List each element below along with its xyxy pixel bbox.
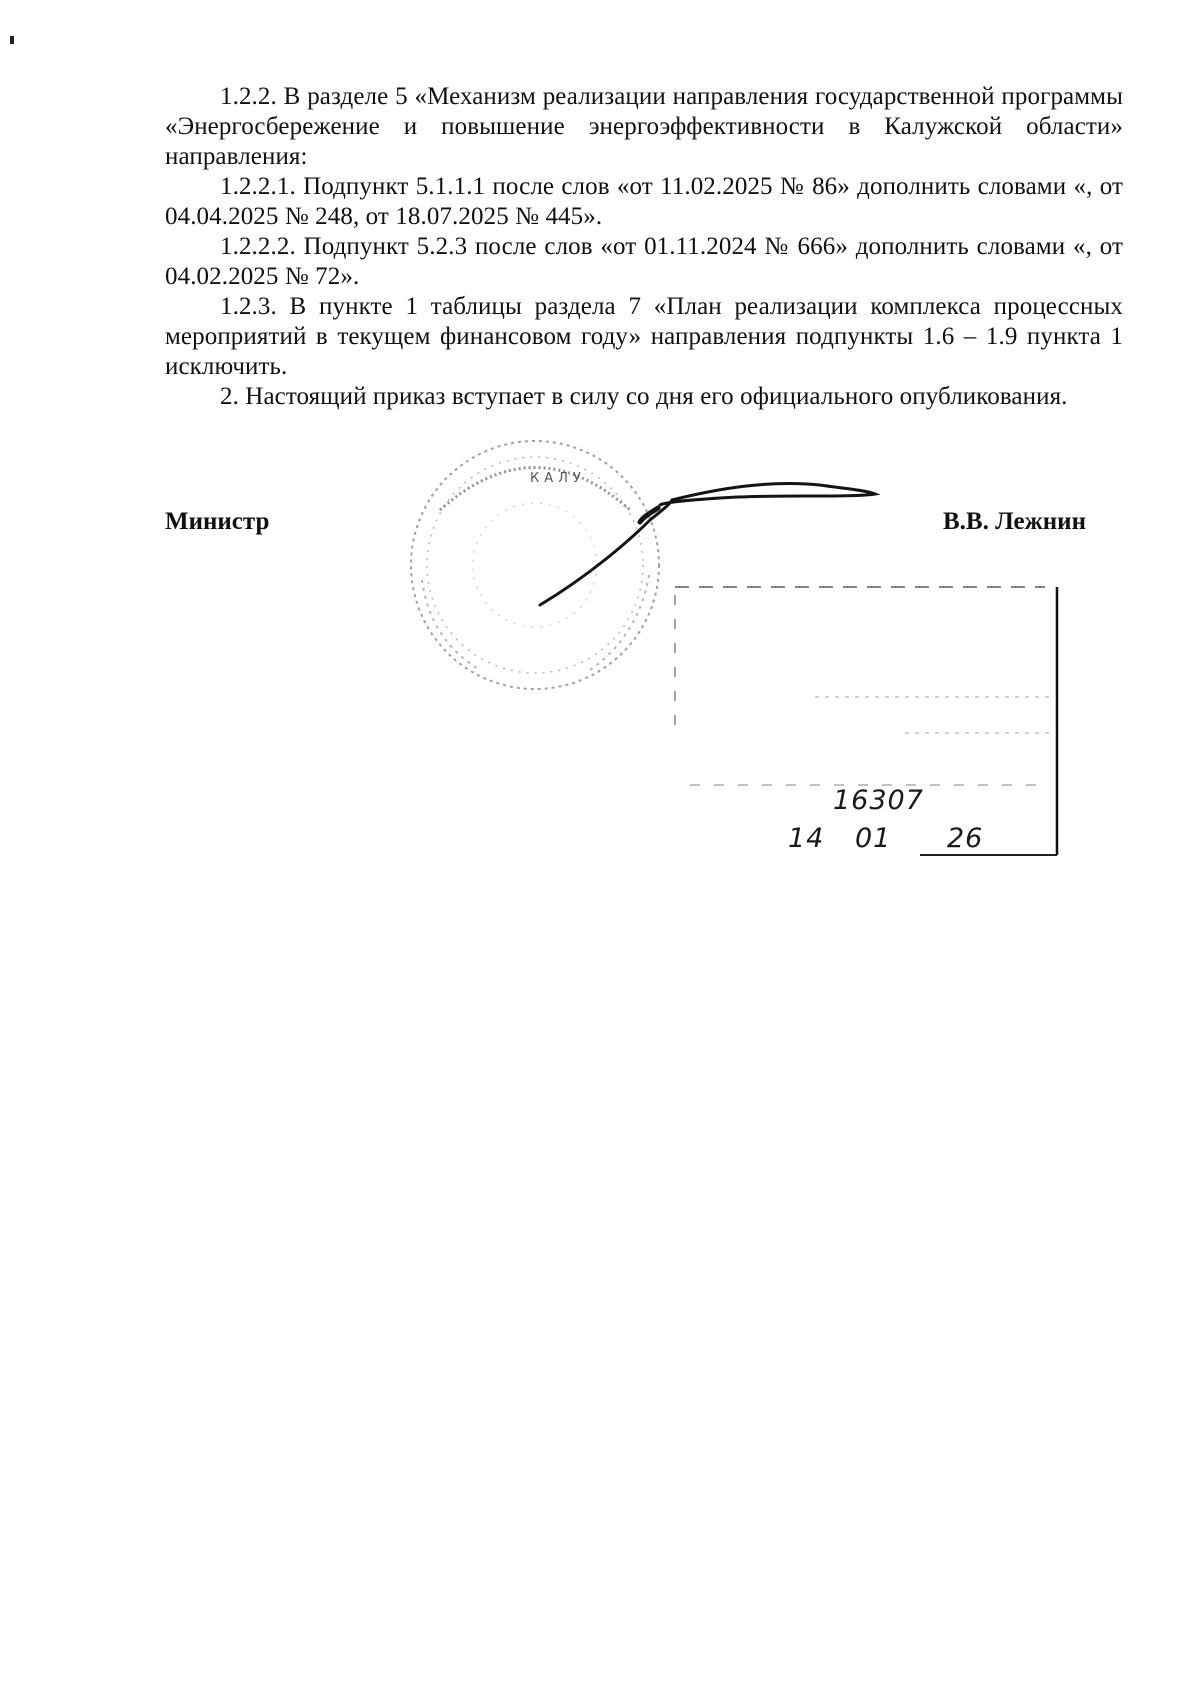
scan-edge-mark: [10, 36, 14, 44]
paragraph-1-2-2-2: 1.2.2.2. Подпункт 5.2.3 после слов «от 01.11.2024 № 666» дополнить словами «, от 04.02.2025 № 72».: [165, 233, 1123, 290]
registration-date-year: 26: [947, 823, 984, 854]
paragraph-2: 2. Настоящий приказ вступает в силу со дня его официального опубликования.: [220, 383, 1068, 410]
registration-number: 16307: [833, 785, 924, 816]
seal-text: КАЛУ: [530, 471, 586, 486]
paragraph-1-2-2: 1.2.2. В разделе 5 «Механизм реализации направления государственной программы «Энергосбережение и повышение энергоэффективности в Калужской области» направления:: [165, 83, 1123, 170]
paragraph-1-2-2-1: 1.2.2.1. Подпункт 5.1.1.1 после слов «от 11.02.2025 № 86» дополнить словами «, от 04.04.2025 № 248, от 18.07.2025 № 445».: [165, 173, 1123, 230]
signatory-position: Министр: [165, 508, 270, 535]
registration-date-day: 14: [788, 823, 825, 854]
document-body: [165, 82, 1123, 412]
paragraph-1-2-3: 1.2.3. В пункте 1 таблицы раздела 7 «План реализации комплекса процессных мероприятий в текущем финансовом году» направления подпункты 1.6 – 1.9 пункта 1 исключить.: [165, 293, 1123, 380]
signatory-name: В.В. Лежнин: [943, 508, 1086, 535]
registration-date-month: 01: [855, 823, 892, 854]
registration-stamp-frame: [665, 575, 1065, 865]
